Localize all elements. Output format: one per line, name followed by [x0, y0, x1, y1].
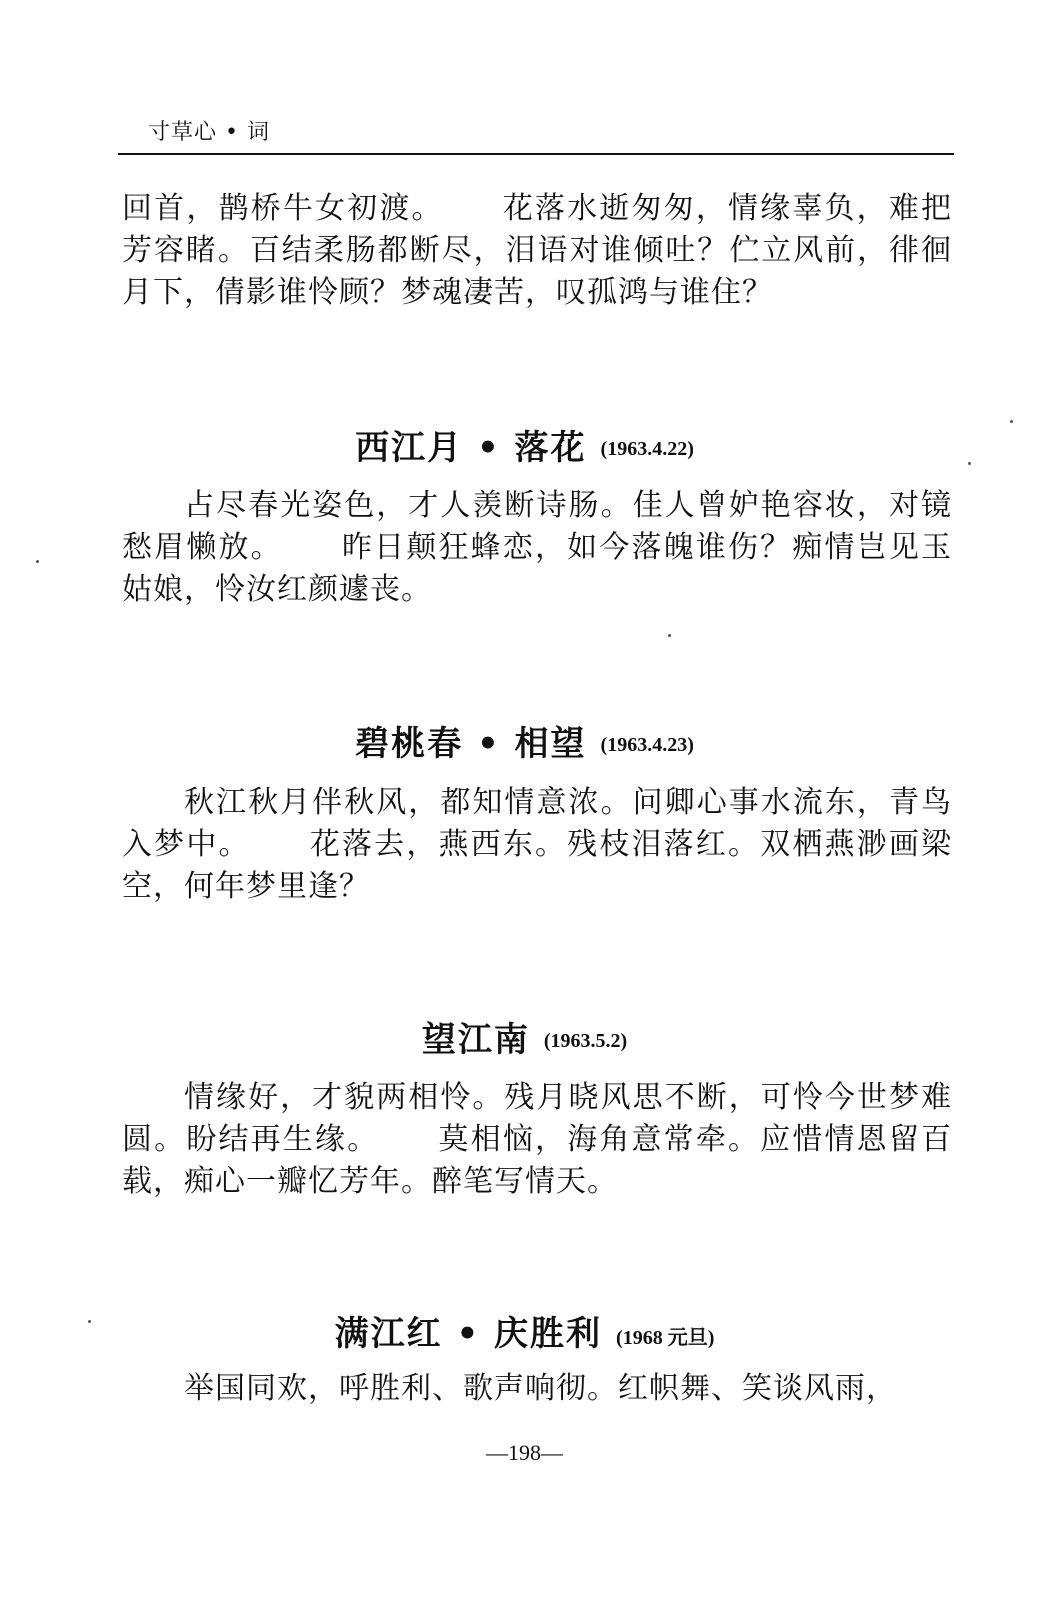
poem-date: (1963.5.2) [543, 1030, 628, 1052]
poem-stanza-1: 占尽春光姿色，才人羡断诗肠。佳人曾妒艳容妆，对镜愁眉懒放。 [122, 488, 952, 565]
poem-title [0, 1306, 1049, 1355]
poem-stanza-1: 情缘好，才貌两相怜。残月晓风思不断，可怜今世梦难圆。盼结再生缘。 [122, 1080, 952, 1157]
intro-paragraph [122, 188, 952, 314]
poem-stanza-1: 秋江秋月伴秋风，都知情意浓。问卿心事水流东，青鸟入梦中。 [122, 785, 952, 862]
scan-speck [968, 462, 971, 465]
page-number: —198— [486, 1440, 563, 1465]
poem-date: (1963.4.23) [600, 734, 694, 756]
poem-stanza-2: 花落去，燕西东。残枝泪落红。双栖燕渺画梁空，何年梦里逢？ [122, 827, 953, 904]
poem-date: (1968 元旦) [616, 1327, 715, 1349]
scan-speck [1010, 420, 1013, 423]
poem-title [0, 716, 1049, 765]
poem-body [122, 485, 952, 611]
poem-date: (1963.4.22) [600, 438, 694, 460]
intro-line-a: 回首，鹊桥牛女初渡。 [122, 191, 444, 226]
poem-body [122, 782, 952, 908]
intro-line-b: 花落水逝匆匆，情缘辜负，难把芳容睹。百结柔肠都断尽，泪语对谁倾吐？伫立风前，徘徊月下，倩影谁怜顾？梦魂凄苦，叹孤鸿与谁住？ [122, 191, 953, 310]
poem-stanza-2: 昨日颠狂蜂恋，如今落魄谁伤？痴情岂见玉姑娘，怜汝红颜遽丧。 [122, 530, 953, 607]
scan-speck [88, 1320, 91, 1323]
poem-title [0, 1012, 1049, 1061]
poem-title-text: 满江红 • 庆胜利 [334, 1314, 603, 1354]
poem-body [122, 1368, 952, 1410]
poem-title-text: 西江月 • 落花 [355, 428, 587, 468]
poem-stanza-1: 举国同欢，呼胜利、歌声响彻。红帜舞、笑谈风雨， [184, 1371, 897, 1406]
running-head: 寸草心 • 词 [148, 120, 270, 145]
poem-title-text: 碧桃春 • 相望 [355, 724, 587, 764]
scan-speck [668, 634, 671, 637]
poem-stanza-2: 莫相恼，海角意常牵。应惜情恩留百载，痴心一瓣忆芳年。醉笔写情天。 [122, 1122, 953, 1199]
scan-speck [36, 560, 39, 563]
poem-title [0, 420, 1049, 469]
poem-body [122, 1077, 952, 1203]
header-rule [118, 153, 954, 155]
poem-title-text: 望江南 [421, 1020, 530, 1060]
